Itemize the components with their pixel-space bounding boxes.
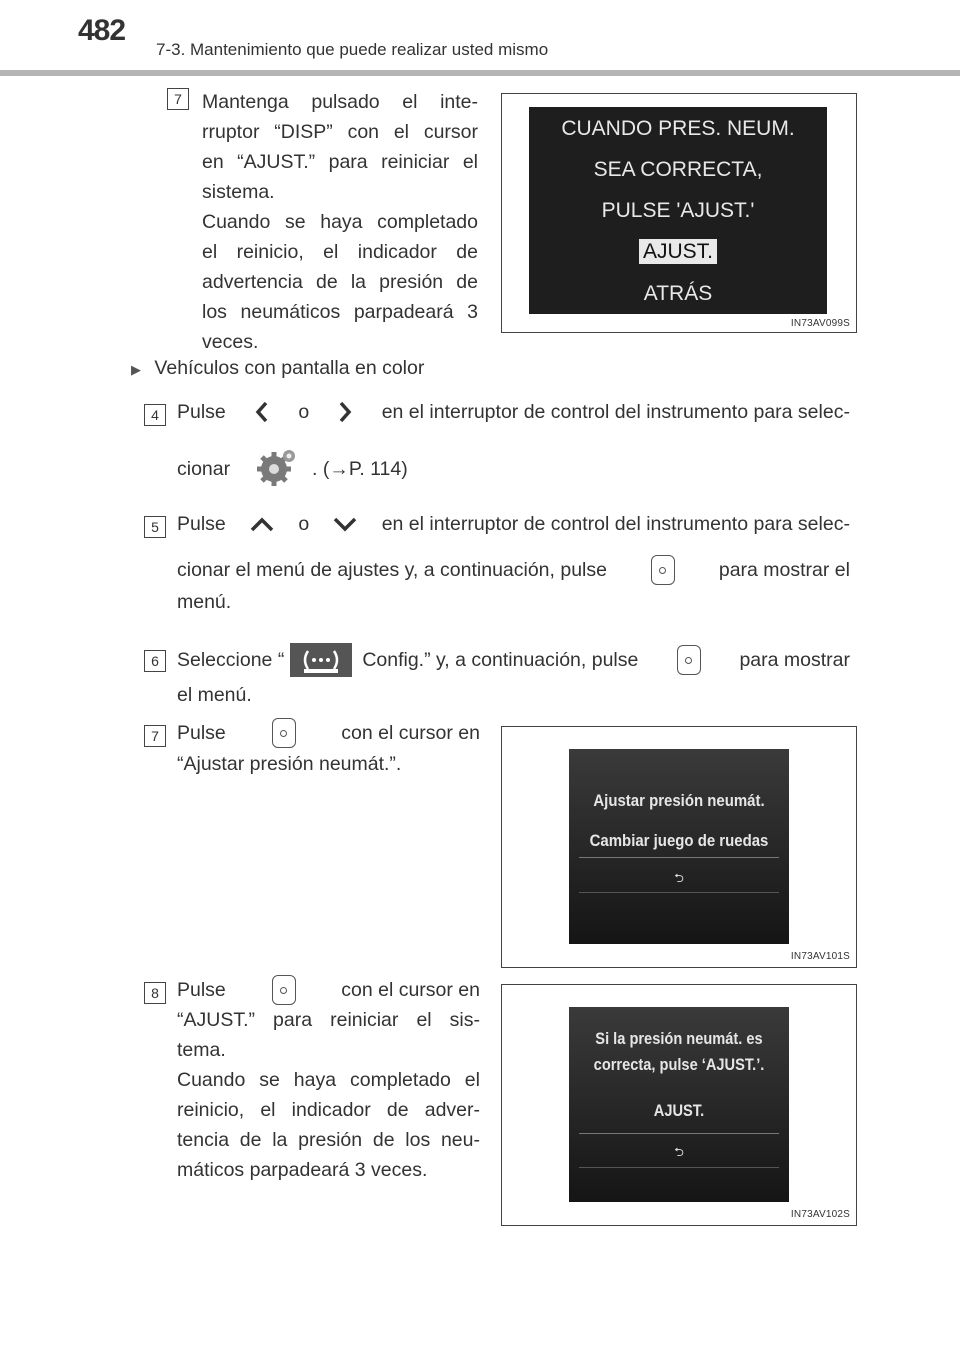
step8-line: Cuando se haya completado el <box>177 1069 480 1091</box>
step4-line1: Pulse o en el interruptor de control del instrumento para selec- <box>177 400 850 423</box>
display-screen-101 <box>569 749 789 944</box>
step-number-6: 6 <box>144 650 166 672</box>
step5-line2: cionar el menú de ajustes y, a continuación, pulse para mostrar el <box>177 555 850 585</box>
chevron-up-icon <box>249 514 275 534</box>
ok-button-icon <box>272 975 296 1005</box>
step4-page-ref: . (→P. 114) <box>312 458 408 480</box>
step4-line2: cionar <box>177 458 231 480</box>
screen-menu-item: Cambiar juego de ruedas <box>589 831 769 850</box>
screen-menu-item: Ajustar presión neumát. <box>593 791 765 810</box>
figure-caption: IN73AV099S <box>790 318 850 329</box>
step7a-line: veces. <box>202 331 259 353</box>
step6-line1: Seleccione “ Config.” y, a continuación, pulse para mostrar <box>177 643 850 677</box>
step7a-line: los neumáticos parpadeará 3 <box>202 301 478 323</box>
chevron-down-icon <box>332 514 358 534</box>
settings-gear-icon <box>254 447 298 487</box>
back-arrow-icon: ⮌ <box>674 1145 684 1159</box>
step-number-8: 8 <box>144 982 166 1004</box>
page-number: 482 <box>78 14 126 47</box>
step8-line: tema. <box>177 1039 226 1061</box>
figure-frame-102 <box>501 984 857 1226</box>
step7a-text <box>202 87 478 357</box>
step7a-line: Mantenga pulsado el inte- <box>202 91 478 113</box>
screen-text: ATRÁS <box>643 282 713 305</box>
section-title: 7-3. Mantenimiento que puede realizar usted mismo <box>156 40 549 59</box>
chevron-left-icon <box>254 400 270 424</box>
screen-ajust-option: AJUST. <box>653 1101 705 1120</box>
step7a-line: rruptor “DISP” con el cursor <box>202 121 478 143</box>
screen-selected-ajust: AJUST. <box>639 239 717 264</box>
step7b-line1: Pulse con el cursor en <box>177 718 480 748</box>
screen-text: Si la presión neumát. es <box>595 1029 763 1048</box>
ok-button-icon <box>272 718 296 748</box>
ok-button-icon <box>677 645 701 675</box>
step7a-line: el reinicio, el indicador de <box>202 241 478 263</box>
screen-text: correcta, pulse ‘AJUST.’. <box>593 1055 765 1074</box>
ok-button-icon <box>651 555 675 585</box>
figure-frame-101 <box>501 726 857 968</box>
step8-line: tencia de la presión de los neu- <box>177 1129 480 1151</box>
step8-line: “AJUST.” para reiniciar el sis- <box>177 1009 480 1031</box>
step-number-7b: 7 <box>144 725 166 747</box>
step5-line1: Pulse o en el interruptor de control del instrumento para selec- <box>177 512 850 535</box>
color-section-heading <box>131 353 424 386</box>
back-arrow-icon: ⮌ <box>674 871 684 885</box>
bullet-icon: ▶ <box>131 362 141 377</box>
step8-line: reinicio, el indicador de adver- <box>177 1099 480 1121</box>
chevron-right-icon <box>337 400 353 424</box>
section-heading-text: Vehículos con pantalla en color <box>154 357 425 379</box>
screen-text: SEA CORRECTA, <box>593 158 763 181</box>
tire-pressure-settings-icon <box>290 643 352 677</box>
figure-frame-099 <box>501 93 857 333</box>
step7a-line: advertencia de la presión de <box>202 271 478 293</box>
step8-text: Pulse con el cursor en “AJUST.” para reiniciar el sis- tema. Cuando se haya completado el reinicio, el indicador de adver- tencia de la presión de los neu- máticos parpadeará 3 veces. <box>177 975 480 1185</box>
screen-text: CUANDO PRES. NEUM. <box>561 117 795 140</box>
step-number-5: 5 <box>144 516 166 538</box>
figure-caption: IN73AV102S <box>790 1209 850 1220</box>
step-number-7a: 7 <box>167 88 189 110</box>
step7a-line: en “AJUST.” para reiniciar el <box>202 151 478 173</box>
header-divider <box>0 70 960 76</box>
step5-line3: menú. <box>177 591 232 613</box>
step7a-line: sistema. <box>202 181 275 203</box>
step6-line2: el menú. <box>177 684 252 706</box>
step7b-line2: “Ajustar presión neumát.”. <box>177 753 402 775</box>
step8-line: máticos parpadeará 3 veces. <box>177 1159 428 1181</box>
screen-text: PULSE 'AJUST.' <box>601 199 755 222</box>
step-number-4: 4 <box>144 404 166 426</box>
figure-caption: IN73AV101S <box>790 951 850 962</box>
step7a-line: Cuando se haya completado <box>202 211 478 233</box>
display-screen-102 <box>569 1007 789 1202</box>
display-screen-099 <box>529 107 827 314</box>
